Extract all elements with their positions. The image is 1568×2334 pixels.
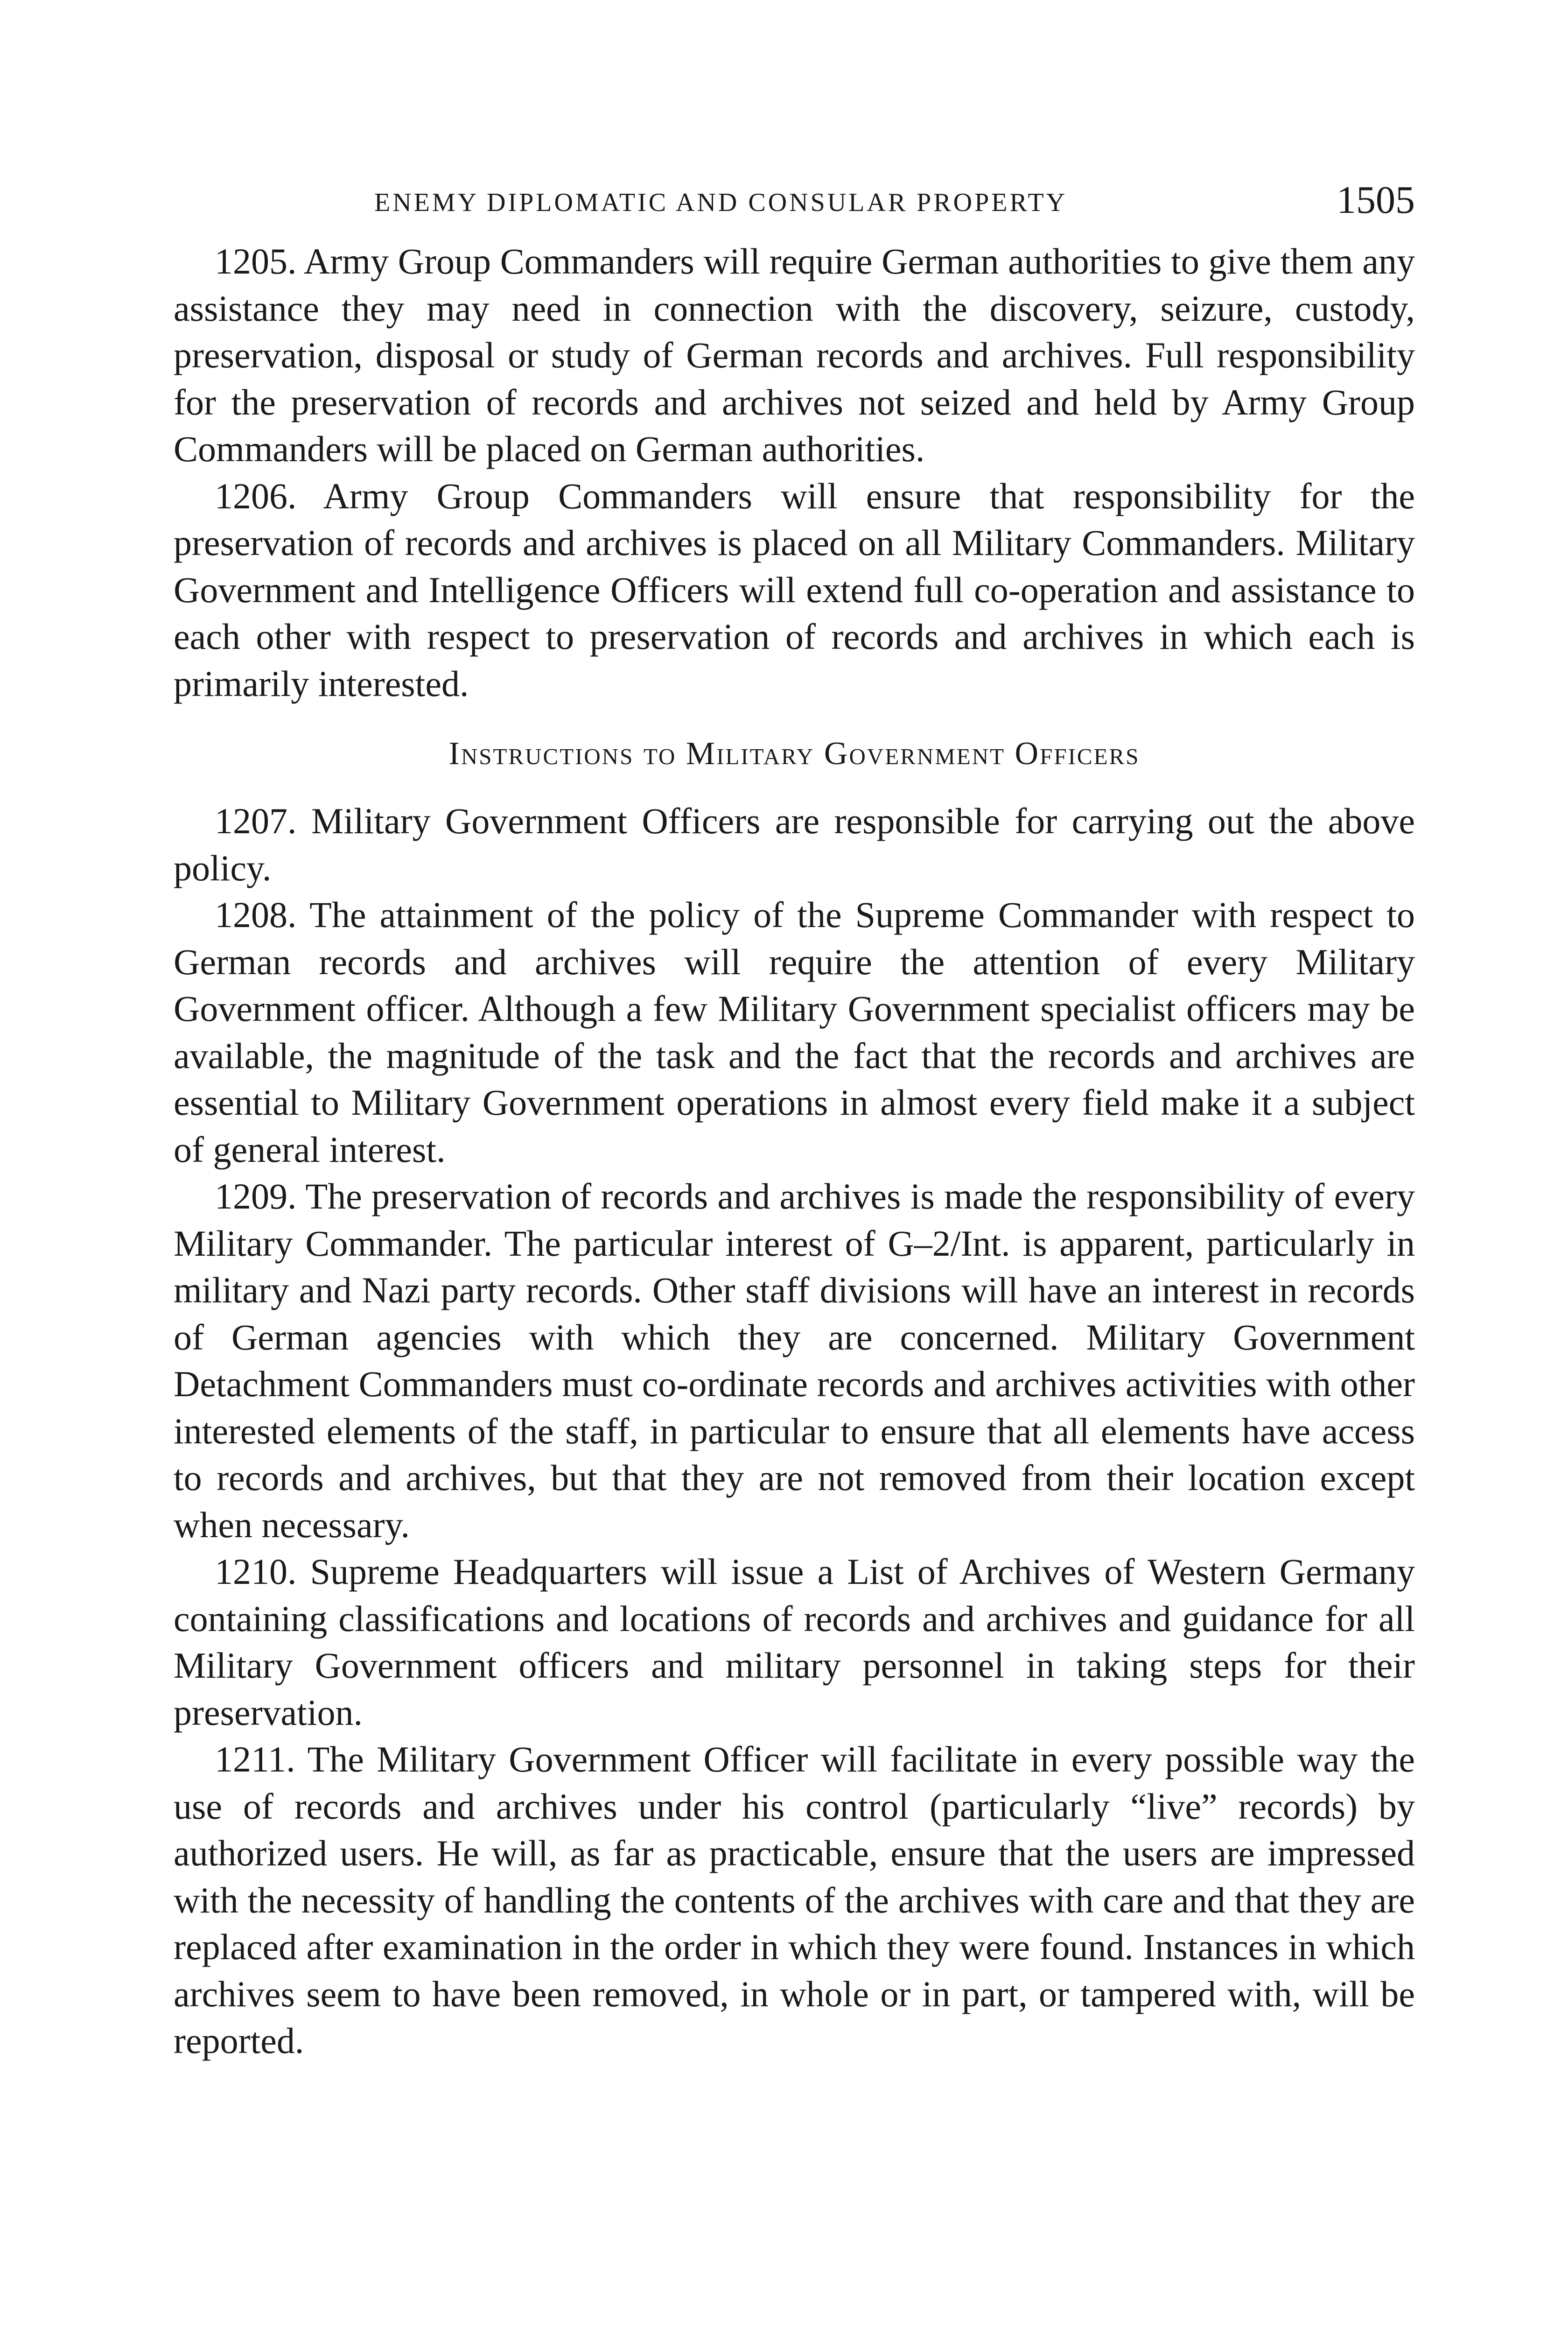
paragraph-number: 1207.: [215, 801, 297, 841]
paragraph-text: Military Government Officers are responsible for carrying out the above policy.: [174, 801, 1415, 888]
paragraph-text: The preservation of records and archives is made the responsibility of every Military Commander. The particular interest of G–2/Int. is apparent, particularly in military and Nazi party records. Other staff divisions will have an interest in records of German agencies with which they are concerned. Military Government Detachment Commanders must co-ordinate records and archives activities with other interested elements of the staff, in particular to ensure that all elements have access to records and archives, but that they are not removed from their location except when necessary.: [174, 1176, 1415, 1545]
running-title: ENEMY DIPLOMATIC AND CONSULAR PROPERTY: [374, 188, 1068, 217]
paragraph-text: Army Group Commanders will ensure that responsibility for the preservation of records and archives is placed on all Military Commanders. Military Government and Intelligence Officers will extend full co-operation and assistance to each other with respect to preservation of records and archives in which each is primarily interested.: [174, 475, 1415, 704]
paragraph-1208: [174, 892, 1415, 1173]
paragraph-text: Army Group Commanders will require German authorities to give them any assistance they may need in connection with the discovery, seizure, custody, preservation, disposal or study of German records and archives. Full responsibility for the preservation of records and archives not seized and held by Army Group Commanders will be placed on German authorities.: [174, 241, 1415, 469]
paragraph-number: 1206.: [215, 475, 297, 516]
section-heading: Instructions to Military Government Officers: [448, 736, 1140, 772]
paragraph-number: 1211.: [215, 1739, 295, 1779]
document-page: [174, 177, 1415, 2065]
paragraph-number: 1209.: [215, 1176, 297, 1216]
paragraph-1207: [174, 798, 1415, 892]
paragraph-text: The attainment of the policy of the Supreme Commander with respect to German records and archives will require the attention of every Military Government officer. Although a few Military Government specialist officers may be available, the magnitude of the task and the fact that the records and archives are essential to Military Government operations in almost every field make it a subject of general interest.: [174, 894, 1415, 1170]
paragraph-1210: [174, 1548, 1415, 1736]
paragraph-number: 1208.: [215, 894, 297, 935]
running-head: [174, 177, 1415, 238]
paragraph-number: 1210.: [215, 1551, 297, 1592]
paragraph-number: 1205.: [215, 241, 297, 281]
paragraph-text: Supreme Headquarters will issue a List of Archives of Western Germany containing classifications and locations of records and archives and guidance for all Military Government officers and military personnel in taking steps for their preservation.: [174, 1551, 1415, 1733]
paragraph-1209: [174, 1173, 1415, 1548]
paragraph-1211: [174, 1736, 1415, 2065]
page-number: 1505: [1337, 178, 1415, 222]
paragraph-1205: [174, 238, 1415, 473]
paragraph-text: The Military Government Officer will facilitate in every possible way the use of records and archives under his control (particularly “live” records) by authorized users. He will, as far as practicable, ensure that the users are impressed with the necessity of handling the contents of the archives with care and that they are replaced after examination in the order in which they were found. Instances in which archives seem to have been removed, in whole or in part, or tampered with, will be reported.: [174, 1739, 1415, 2061]
paragraph-1206: [174, 473, 1415, 708]
